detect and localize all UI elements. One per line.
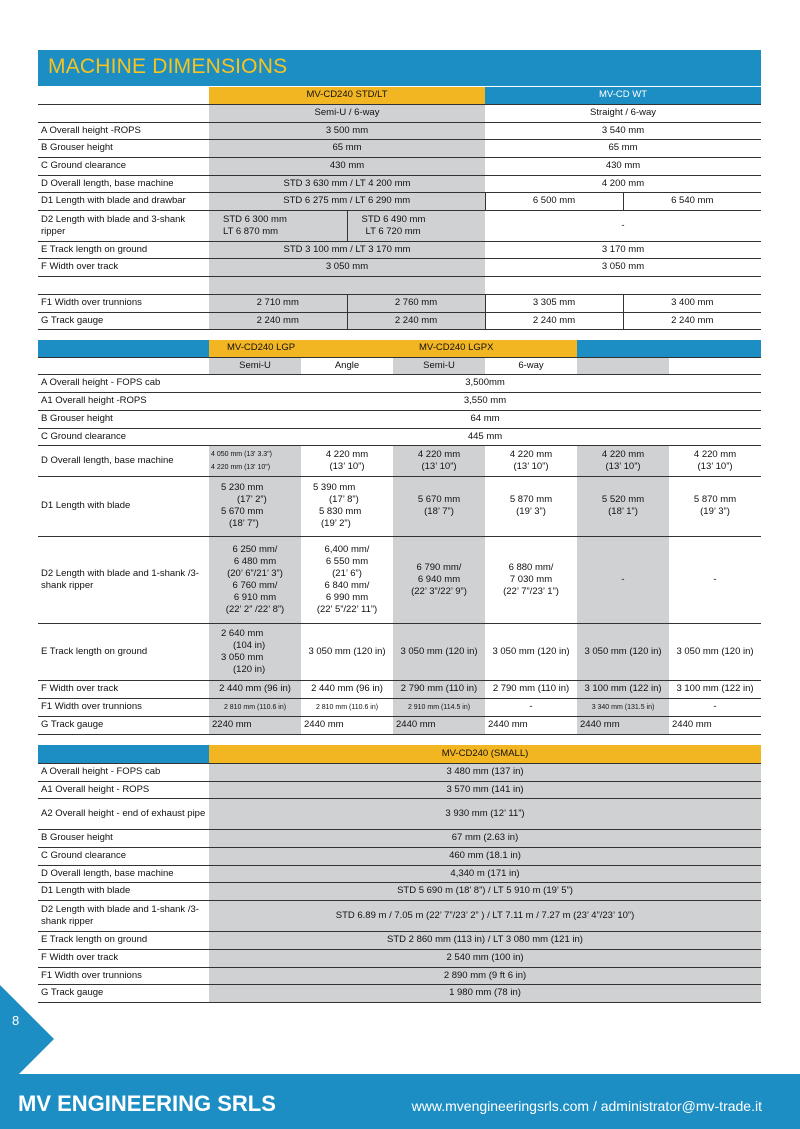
cell-line: (13’ 10”) bbox=[697, 460, 733, 472]
cell-value bbox=[209, 445, 301, 476]
row-label: F1 Width over trunnions bbox=[38, 698, 209, 716]
cell-value bbox=[485, 536, 577, 623]
cell-line: (120 in) bbox=[233, 663, 266, 675]
cell-value: STD 6 275 mm / LT 6 290 mm bbox=[209, 192, 485, 210]
cell-line: 4 220 mm (13' 10") bbox=[211, 463, 271, 471]
dimensions-table-std-wt bbox=[38, 87, 761, 330]
cell-value: 3 050 mm (120 in) bbox=[393, 623, 485, 680]
cell-value: 2 710 mm bbox=[209, 294, 347, 312]
cell-line: (20’ 6”/21’ 3”) bbox=[227, 567, 283, 579]
cell-value bbox=[347, 210, 485, 241]
row-label: D2 Length with blade and 1-shank /3-shank ripper bbox=[38, 900, 209, 931]
cell-value: 3 480 mm (137 in) bbox=[209, 763, 761, 781]
model-header: MV-CD240 LGP bbox=[209, 340, 393, 357]
table-row bbox=[38, 984, 761, 1002]
table-row bbox=[38, 698, 761, 716]
cell-line: 4 050 mm (13' 3.3") bbox=[211, 450, 273, 458]
cell-line: 5 670 mm bbox=[417, 494, 461, 505]
dimensions-table-small bbox=[38, 745, 761, 1003]
contact-info: www.mvengineeringsrls.com / administrator@mv-trade.it bbox=[411, 1098, 762, 1114]
cell-value: 2 810 mm (110.6 in) bbox=[209, 698, 301, 716]
cell-line: 4 220 mm bbox=[601, 448, 645, 460]
table-row bbox=[38, 763, 761, 781]
cell-value bbox=[209, 476, 301, 536]
table-row bbox=[38, 829, 761, 847]
cell-line: 5 870 mm bbox=[509, 494, 553, 505]
cell-value bbox=[301, 476, 393, 536]
cell-line: (18’ 7”) bbox=[424, 506, 454, 517]
cell-line: (19’ 3”) bbox=[700, 506, 730, 517]
table-row-spacer bbox=[38, 276, 761, 294]
table-row bbox=[38, 139, 761, 157]
cell-value bbox=[485, 476, 577, 536]
row-label: D2 Length with blade and 1-shank /3-shank ripper bbox=[38, 536, 209, 623]
cell-line: 7 030 mm bbox=[509, 573, 553, 585]
table-row bbox=[38, 122, 761, 139]
table-row bbox=[38, 241, 761, 258]
cell-line: (17’ 8”) bbox=[329, 494, 359, 505]
cell-line: 6 790 mm/ bbox=[416, 561, 462, 573]
row-label: F Width over track bbox=[38, 258, 209, 276]
dimensions-table-lgp bbox=[38, 340, 761, 735]
cell-value bbox=[669, 445, 761, 476]
page-number: 8 bbox=[12, 1013, 20, 1028]
cell-value: 2 240 mm bbox=[347, 312, 485, 329]
type-header: Semi-U bbox=[209, 357, 301, 374]
cell-value: 3,500mm bbox=[209, 374, 761, 392]
table-row bbox=[38, 157, 761, 175]
cell-line: (18’ 1”) bbox=[608, 506, 638, 517]
type-header: Angle bbox=[301, 357, 393, 374]
table-row bbox=[38, 374, 761, 392]
cell-line: (19’ 2”) bbox=[321, 518, 351, 529]
cell-line: (22’ 5”/22’ 11”) bbox=[316, 603, 378, 615]
cell-line: (22’ 7”/23’ 1”) bbox=[503, 585, 559, 597]
row-label: D1 Length with blade bbox=[38, 882, 209, 900]
model-header: MV-CD240 LGPX bbox=[393, 340, 577, 357]
cell-line: (13’ 10”) bbox=[605, 460, 641, 472]
row-label: A1 Overall height -ROPS bbox=[38, 392, 209, 410]
cell-line: 6 940 mm bbox=[417, 573, 461, 585]
table-row bbox=[38, 865, 761, 882]
cell-value: 2 790 mm (110 in) bbox=[393, 680, 485, 698]
cell-value: 460 mm (18.1 in) bbox=[209, 847, 761, 865]
table-row bbox=[38, 312, 761, 329]
table-row bbox=[38, 357, 761, 374]
row-label: G Track gauge bbox=[38, 312, 209, 329]
table-row bbox=[38, 900, 761, 931]
cell-value: 2 240 mm bbox=[209, 312, 347, 329]
cell-line: (19’ 3”) bbox=[516, 506, 546, 517]
cell-line: (21’ 6”) bbox=[332, 567, 362, 579]
row-label: B Grouser height bbox=[38, 410, 209, 428]
row-label: F1 Width over trunnions bbox=[38, 294, 209, 312]
row-label: G Track gauge bbox=[38, 984, 209, 1002]
cell-line: 6 480 mm bbox=[233, 555, 277, 567]
cell-line: 6 250 mm/ bbox=[232, 543, 278, 555]
cell-value: - bbox=[669, 698, 761, 716]
cell-line: 4 220 mm bbox=[693, 448, 737, 460]
cell-value: - bbox=[577, 536, 669, 623]
table-row bbox=[38, 428, 761, 445]
cell-value: 3 400 mm bbox=[623, 294, 761, 312]
cell-value: 3 050 mm bbox=[485, 258, 761, 276]
cell-value: 3 570 mm (141 in) bbox=[209, 781, 761, 798]
cell-value: 6 540 mm bbox=[623, 192, 761, 210]
cell-value bbox=[669, 476, 761, 536]
row-label: D Overall length, base machine bbox=[38, 175, 209, 192]
row-label: A Overall height -ROPS bbox=[38, 122, 209, 139]
cell-line: (22’ 3”/22’ 9”) bbox=[411, 585, 467, 597]
cell-value: STD 5 690 m (18’ 8”) / LT 5 910 m (19’ 5”) bbox=[209, 882, 761, 900]
cell-line: 6 760 mm/ bbox=[232, 579, 278, 591]
table-row bbox=[38, 410, 761, 428]
type-header: Semi-U / 6-way bbox=[209, 104, 485, 122]
cell-value: 2240 mm bbox=[209, 716, 301, 734]
section-header bbox=[38, 50, 761, 86]
cell-value: 2440 mm bbox=[485, 716, 577, 734]
cell-value: 2 790 mm (110 in) bbox=[485, 680, 577, 698]
cell-value bbox=[209, 536, 301, 623]
model-header: MV-CD WT bbox=[485, 87, 761, 104]
cell-line: (18’ 7”) bbox=[229, 518, 259, 529]
cell-value: 67 mm (2.63 in) bbox=[209, 829, 761, 847]
page-title: MACHINE DIMENSIONS bbox=[48, 55, 288, 78]
row-label: F Width over track bbox=[38, 680, 209, 698]
table-row bbox=[38, 623, 761, 680]
cell-line: 5 230 mm bbox=[221, 482, 264, 493]
row-label: D1 Length with blade bbox=[38, 476, 209, 536]
table-row bbox=[38, 476, 761, 536]
cell-line: 6 910 mm bbox=[233, 591, 277, 603]
cell-line: 5 390 mm bbox=[313, 482, 356, 493]
cell-line: (13’ 10”) bbox=[329, 460, 365, 472]
cell-line: 4 220 mm bbox=[325, 448, 369, 460]
table-row bbox=[38, 745, 761, 763]
cell-value: 2 540 mm (100 in) bbox=[209, 949, 761, 967]
cell-value: 1 980 mm (78 in) bbox=[209, 984, 761, 1002]
cell-value: 3 500 mm bbox=[209, 122, 485, 139]
cell-value: - bbox=[485, 698, 577, 716]
cell-value: 2 240 mm bbox=[623, 312, 761, 329]
cell-value: 65 mm bbox=[485, 139, 761, 157]
cell-line: 5 520 mm bbox=[601, 494, 645, 505]
row-label: C Ground clearance bbox=[38, 847, 209, 865]
row-label: A2 Overall height - end of exhaust pipe bbox=[38, 798, 209, 829]
row-label: D Overall length, base machine bbox=[38, 865, 209, 882]
model-header: MV-CD240 STD/LT bbox=[209, 87, 485, 104]
row-label: F Width over track bbox=[38, 949, 209, 967]
table-row bbox=[38, 392, 761, 410]
cell-line: 5 830 mm bbox=[319, 506, 362, 517]
table-row bbox=[38, 949, 761, 967]
cell-value: 65 mm bbox=[209, 139, 485, 157]
cell-value: 3 100 mm (122 in) bbox=[669, 680, 761, 698]
cell-line: STD 6 300 mm bbox=[223, 213, 287, 225]
table-row bbox=[38, 680, 761, 698]
cell-value bbox=[301, 445, 393, 476]
row-label: D1 Length with blade and drawbar bbox=[38, 192, 209, 210]
table-row bbox=[38, 882, 761, 900]
row-label: E Track length on ground bbox=[38, 241, 209, 258]
cell-value: 2440 mm bbox=[301, 716, 393, 734]
cell-value: 3 170 mm bbox=[485, 241, 761, 258]
cell-line: 5 670 mm bbox=[221, 506, 264, 517]
row-label: F1 Width over trunnions bbox=[38, 967, 209, 984]
cell-line: STD 6 490 mm bbox=[361, 213, 426, 225]
cell-line: 6 840 mm/ bbox=[324, 579, 370, 591]
cell-value bbox=[209, 623, 301, 680]
cell-value: 2 760 mm bbox=[347, 294, 485, 312]
cell-value: 2 240 mm bbox=[485, 312, 623, 329]
type-header: Semi-U bbox=[393, 357, 485, 374]
cell-value bbox=[393, 536, 485, 623]
cell-line: (22’ 2” /22’ 8”) bbox=[225, 603, 285, 615]
table-row bbox=[38, 192, 761, 210]
cell-value: STD 6.89 m / 7.05 m (22’ 7”/23’ 2” ) / LT 7.11 m / 7.27 m (23’ 4”/23’ 10”) bbox=[209, 900, 761, 931]
cell-value bbox=[577, 445, 669, 476]
cell-line: 6,400 mm/ bbox=[324, 543, 370, 555]
cell-value: 64 mm bbox=[209, 410, 761, 428]
cell-value: 2 440 mm (96 in) bbox=[301, 680, 393, 698]
cell-value: 4,340 m (171 in) bbox=[209, 865, 761, 882]
cell-value: 3 050 mm (120 in) bbox=[669, 623, 761, 680]
row-label: E Track length on ground bbox=[38, 931, 209, 949]
cell-value bbox=[577, 476, 669, 536]
cell-line: 4 220 mm bbox=[417, 448, 461, 460]
cell-line: (104 in) bbox=[233, 639, 266, 651]
table-row bbox=[38, 967, 761, 984]
row-label: B Grouser height bbox=[38, 829, 209, 847]
row-label: B Grouser height bbox=[38, 139, 209, 157]
model-header: MV-CD240 (SMALL) bbox=[209, 745, 761, 763]
table-row bbox=[38, 847, 761, 865]
type-header: Straight / 6-way bbox=[485, 104, 761, 122]
row-label: D Overall length, base machine bbox=[38, 445, 209, 476]
table-row bbox=[38, 716, 761, 734]
cell-value bbox=[393, 445, 485, 476]
cell-value: 3 340 mm (131.5 in) bbox=[577, 698, 669, 716]
table-row bbox=[38, 781, 761, 798]
cell-value: 2440 mm bbox=[577, 716, 669, 734]
cell-value: STD 3 100 mm / LT 3 170 mm bbox=[209, 241, 485, 258]
cell-line: 6 990 mm bbox=[325, 591, 369, 603]
row-label: A Overall height - FOPS cab bbox=[38, 374, 209, 392]
table-row bbox=[38, 340, 761, 357]
cell-value: 6 500 mm bbox=[485, 192, 623, 210]
cell-value: 3 050 mm (120 in) bbox=[577, 623, 669, 680]
cell-value: 2440 mm bbox=[669, 716, 761, 734]
cell-value: 430 mm bbox=[485, 157, 761, 175]
cell-line: 2 640 mm bbox=[221, 627, 264, 639]
cell-value: 2 910 mm (114.5 in) bbox=[393, 698, 485, 716]
table-row bbox=[38, 87, 761, 104]
table-row bbox=[38, 175, 761, 192]
company-name: MV ENGINEERING SRLS bbox=[18, 1091, 276, 1116]
cell-line: 3 050 mm bbox=[221, 651, 264, 663]
table-row bbox=[38, 798, 761, 829]
cell-value: 3 930 mm (12’ 11”) bbox=[209, 798, 761, 829]
row-label: D2 Length with blade and 3-shank ripper bbox=[38, 210, 209, 241]
cell-line: LT 6 720 mm bbox=[365, 225, 421, 237]
table-row bbox=[38, 258, 761, 276]
row-label: A1 Overall height - ROPS bbox=[38, 781, 209, 798]
table-row bbox=[38, 445, 761, 476]
cell-line: (17’ 2”) bbox=[237, 494, 267, 505]
row-label: G Track gauge bbox=[38, 716, 209, 734]
cell-value: 3 305 mm bbox=[485, 294, 623, 312]
cell-value: 2 890 mm (9 ft 6 in) bbox=[209, 967, 761, 984]
cell-value bbox=[485, 445, 577, 476]
table-row bbox=[38, 931, 761, 949]
cell-line: 6 550 mm bbox=[325, 555, 369, 567]
footer-bar bbox=[0, 1074, 800, 1129]
row-label: E Track length on ground bbox=[38, 623, 209, 680]
cell-value: 430 mm bbox=[209, 157, 485, 175]
table-row bbox=[38, 104, 761, 122]
cell-value: 3 050 mm bbox=[209, 258, 485, 276]
cell-value bbox=[301, 536, 393, 623]
row-label: C Ground clearance bbox=[38, 157, 209, 175]
row-label: A Overall height - FOPS cab bbox=[38, 763, 209, 781]
cell-value: 3 540 mm bbox=[485, 122, 761, 139]
cell-value: 3 050 mm (120 in) bbox=[301, 623, 393, 680]
cell-value: 3 100 mm (122 in) bbox=[577, 680, 669, 698]
cell-value bbox=[393, 476, 485, 536]
cell-line: (13’ 10”) bbox=[513, 460, 549, 472]
cell-value: STD 2 860 mm (113 in) / LT 3 080 mm (121 in) bbox=[209, 931, 761, 949]
cell-value: STD 3 630 mm / LT 4 200 mm bbox=[209, 175, 485, 192]
cell-value bbox=[209, 210, 347, 241]
cell-value: - bbox=[485, 210, 761, 241]
cell-value: 445 mm bbox=[209, 428, 761, 445]
cell-value: 2440 mm bbox=[393, 716, 485, 734]
cell-value: 2 440 mm (96 in) bbox=[209, 680, 301, 698]
cell-value: - bbox=[669, 536, 761, 623]
table-row bbox=[38, 536, 761, 623]
cell-value: 3,550 mm bbox=[209, 392, 761, 410]
row-label: C Ground clearance bbox=[38, 428, 209, 445]
table-row bbox=[38, 210, 761, 241]
cell-line: 6 880 mm/ bbox=[508, 561, 554, 573]
cell-line: 5 870 mm bbox=[693, 494, 737, 505]
cell-line: (13’ 10”) bbox=[421, 460, 457, 472]
cell-line: 4 220 mm bbox=[509, 448, 553, 460]
cell-value: 3 050 mm (120 in) bbox=[485, 623, 577, 680]
cell-value: 4 200 mm bbox=[485, 175, 761, 192]
cell-value: 2 810 mm (110.6 in) bbox=[301, 698, 393, 716]
type-header: 6-way bbox=[485, 357, 577, 374]
cell-line: LT 6 870 mm bbox=[223, 225, 279, 237]
table-row bbox=[38, 294, 761, 312]
